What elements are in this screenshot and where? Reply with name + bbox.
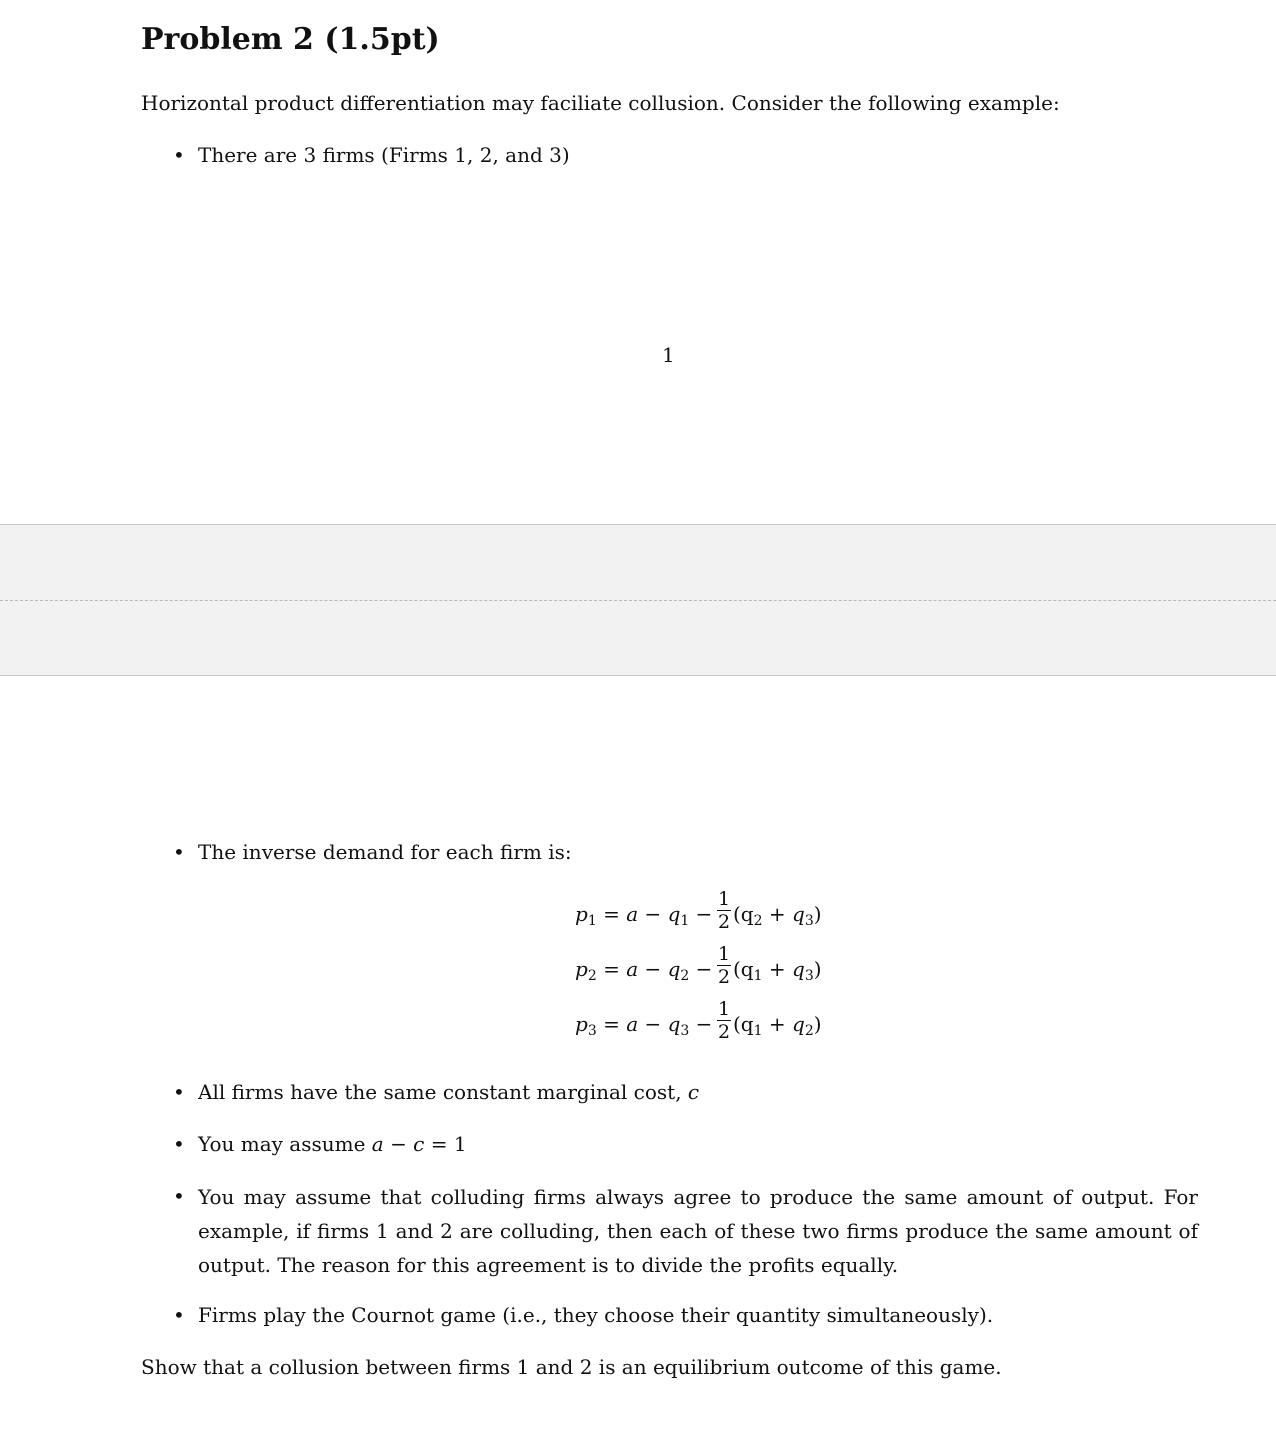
list-item-text: Firms play the Cournot game (i.e., they choose their quantity simultaneously).: [198, 1303, 994, 1327]
bullet-icon: •: [173, 1080, 185, 1104]
problem-title: Problem 2 (1.5pt): [141, 22, 440, 57]
list-item-text: The inverse demand for each firm is:: [198, 840, 572, 864]
bullet-icon: •: [173, 1132, 185, 1156]
question-paragraph: Show that a collusion between firms 1 and 2 is an equilibrium outcome of this game.: [141, 1355, 1002, 1379]
equation-lhs: $p_3 = a - q_3$ −: [575, 1012, 713, 1039]
bullet-icon: •: [173, 840, 185, 864]
equation-rhs: $(q_2 + q_3)$: [733, 902, 822, 929]
page-number: 1: [662, 343, 675, 367]
document-page-2: [0, 676, 1276, 1444]
fraction-one-half: $\frac{1}{2}$: [717, 998, 731, 1043]
document-page-1: [0, 0, 1276, 524]
equation-lhs: $p_2 = a - q_2$ −: [575, 957, 713, 984]
fraction-one-half: $\frac{1}{2}$: [717, 943, 731, 988]
equation-rhs: $(q_1 + q_2)$: [733, 1012, 822, 1039]
equation-lhs: $p_1 = a - q_1$ −: [575, 902, 713, 929]
list-item-colluding: You may assume that colluding firms always agree to produce the same amount of output. For example, if firms 1 and 2 are colluding, then each of these two firms produce the same amount of output. The reason for this agreement is to divide the profits equally.: [198, 1185, 1198, 1277]
bullet-icon: •: [173, 143, 185, 167]
fraction-one-half: $\frac{1}{2}$: [717, 888, 731, 933]
list-item-text: There are 3 firms (Firms 1, 2, and 3): [198, 143, 570, 167]
bullet-icon: •: [173, 1184, 185, 1208]
page-separator: [0, 524, 1276, 676]
intro-paragraph: Horizontal product differentiation may faciliate collusion. Consider the following example:: [141, 91, 1060, 115]
list-item-text: You may assume a − c = 1: [198, 1132, 467, 1156]
page-break-line: [0, 600, 1276, 601]
equation-rhs: $(q_1 + q_3)$: [733, 957, 822, 984]
bullet-icon: •: [173, 1303, 185, 1327]
list-item-text: All firms have the same constant marginal cost, c: [198, 1080, 700, 1104]
